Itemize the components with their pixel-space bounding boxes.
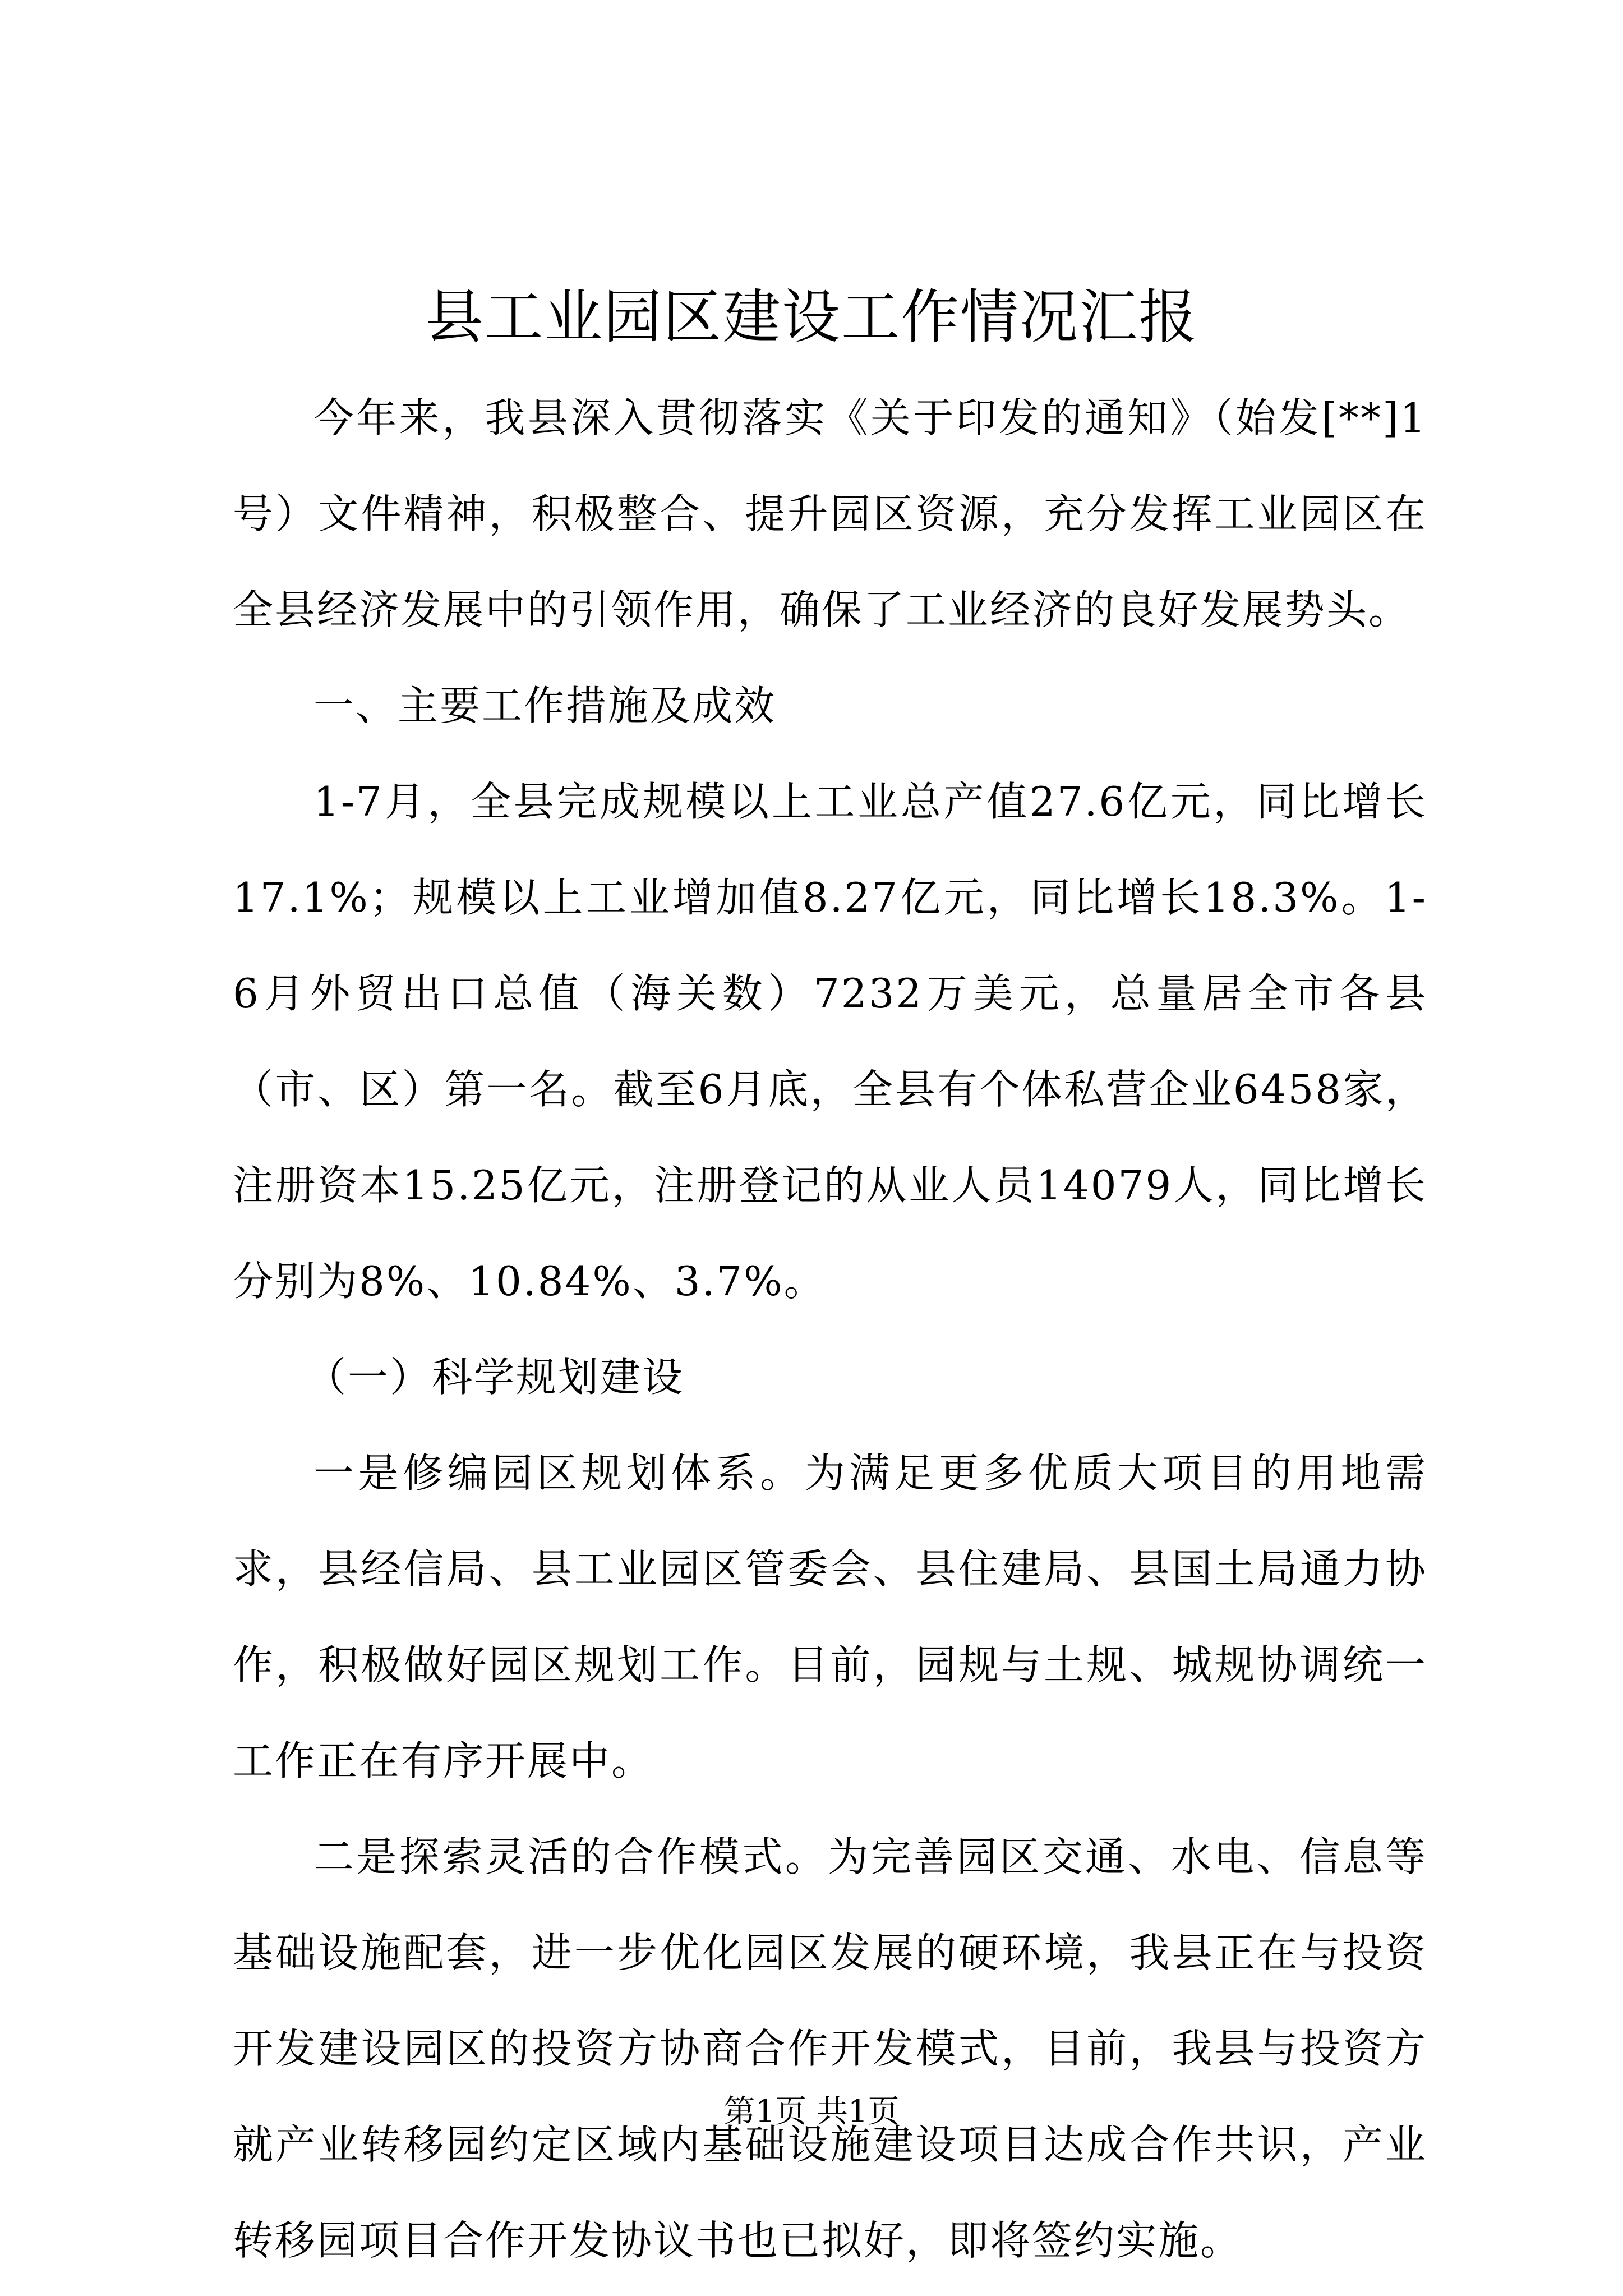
section-heading-1: 一、主要工作措施及成效 <box>313 682 777 729</box>
stats-paragraph: 1-7月，全县完成规模以上工业总产值27.6亿元，同比增长17.1%；规模以上工业增加值8.27亿元，同比增长18.3%。1-6月外贸出口总值（海关数）7232万美元，总量居全市各县（市、区）第一名。截至6月底，全县有个体私营企业6458家，注册资本15.25亿元，注册登记的从业人员14079人，同比增长分别为8%、10.84%、3.7%。 <box>233 778 1427 1305</box>
intro-paragraph: 今年来，我县深入贯彻落实《关于印发的通知》（始发[**]1号）文件精神，积极整合、提升园区资源，充分发挥工业园区在全县经济发展中的引领作用，确保了工业经济的良好发展势头。 <box>233 394 1427 633</box>
cooperation-paragraph: 二是探索灵活的合作模式。为完善园区交通、水电、信息等基础设施配套，进一步优化园区发展的硬环境，我县正在与投资开发建设园区的投资方协商合作开发模式，目前，我县与投资方就产业转移园约定区域内基础设施建设项目达成合作共识，产业转移园项目合作开发协议书也已拟好，即将签约实施。 <box>233 1833 1427 2264</box>
document-title: 县工业园区建设工作情况汇报 <box>425 283 1198 351</box>
page-footer: 第1页 共1页 <box>723 2093 900 2130</box>
planning-paragraph: 一是修编园区规划体系。为满足更多优质大项目的用地需求，县经信局、县工业园区管委会、县住建局、县国土局通力协作，积极做好园区规划工作。目前，园规与土规、城规协调统一工作正在有序开展中。 <box>233 1450 1427 1784</box>
subsection-heading-1: （一）科学规划建设 <box>306 1354 685 1401</box>
document-body <box>233 370 1427 2289</box>
